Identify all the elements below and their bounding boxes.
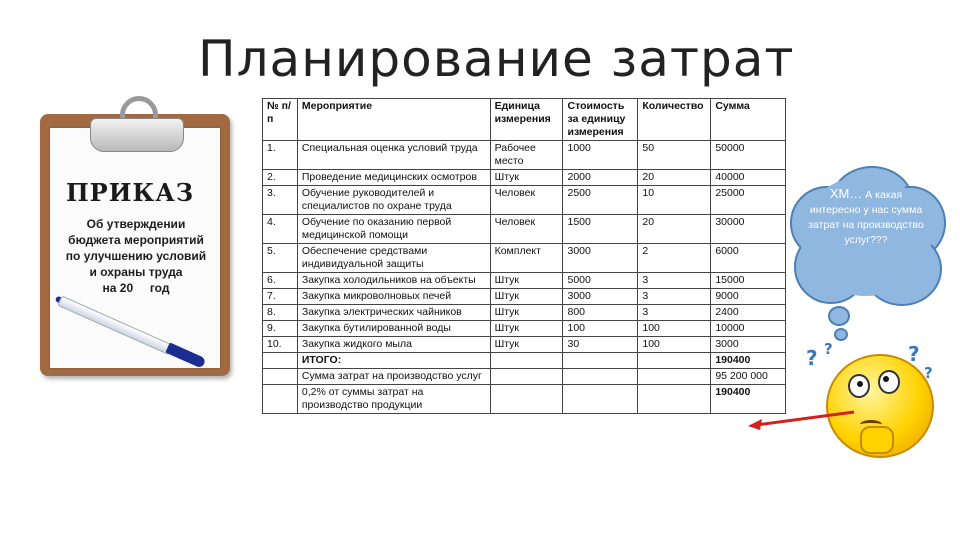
cell: 8. bbox=[263, 305, 298, 321]
order-line: Об утверждении bbox=[86, 217, 186, 231]
table-row bbox=[263, 273, 786, 289]
cell: Обучение руководителей и специалистов по охране труда bbox=[297, 186, 490, 215]
red-arrow-icon bbox=[746, 410, 856, 430]
cell: Закупка бутилированной воды bbox=[297, 321, 490, 337]
cell: 25000 bbox=[711, 186, 786, 215]
cell: 50000 bbox=[711, 141, 786, 170]
costs-value: 95 200 000 bbox=[711, 369, 786, 385]
cell: Специальная оценка условий труда bbox=[297, 141, 490, 170]
cell bbox=[263, 369, 298, 385]
cell bbox=[263, 353, 298, 369]
cell bbox=[638, 385, 711, 414]
cell: 5. bbox=[263, 244, 298, 273]
bubble-question: А какая интересно у нас сумма затрат на производство услуг??? bbox=[808, 189, 924, 246]
cell bbox=[638, 369, 711, 385]
cell: 1000 bbox=[563, 141, 638, 170]
table-row bbox=[263, 321, 786, 337]
order-heading: ПРИКАЗ bbox=[66, 178, 195, 207]
table-row bbox=[263, 305, 786, 321]
cell: 20 bbox=[638, 170, 711, 186]
cell: 2000 bbox=[563, 170, 638, 186]
cell bbox=[638, 353, 711, 369]
question-mark-icon: ? bbox=[806, 346, 818, 370]
order-line: бюджета мероприятий bbox=[68, 233, 204, 247]
cell: 4. bbox=[263, 215, 298, 244]
cell: 3 bbox=[638, 305, 711, 321]
cell: 3000 bbox=[711, 337, 786, 353]
cell: 30000 bbox=[711, 215, 786, 244]
clip-clamp-icon bbox=[90, 118, 184, 152]
cell: Обеспечение средствами индивидуальной защиты bbox=[297, 244, 490, 273]
cell: 9. bbox=[263, 321, 298, 337]
total-row bbox=[263, 353, 786, 369]
cell bbox=[563, 369, 638, 385]
cell: 100 bbox=[563, 321, 638, 337]
cell: Комплект bbox=[490, 244, 563, 273]
budget-table bbox=[262, 98, 786, 414]
cell: 800 bbox=[563, 305, 638, 321]
cell bbox=[490, 353, 563, 369]
percent-value: 190400 bbox=[711, 385, 786, 414]
table-row bbox=[263, 337, 786, 353]
table-row bbox=[263, 170, 786, 186]
cell: 2500 bbox=[563, 186, 638, 215]
table-row bbox=[263, 215, 786, 244]
cell: 100 bbox=[638, 321, 711, 337]
order-line: и охраны труда bbox=[89, 265, 183, 279]
cell: 2. bbox=[263, 170, 298, 186]
bubble-text bbox=[806, 186, 926, 248]
cell: Обучение по оказанию первой медицинской помощи bbox=[297, 215, 490, 244]
cell: 9000 bbox=[711, 289, 786, 305]
cell: 3 bbox=[638, 273, 711, 289]
cell: 10. bbox=[263, 337, 298, 353]
header-unit-cost: Стоимость за единицу измерения bbox=[563, 99, 638, 141]
order-text bbox=[56, 216, 216, 296]
cell: 50 bbox=[638, 141, 711, 170]
cell: Штук bbox=[490, 170, 563, 186]
cell: Проведение медицинских осмотров bbox=[297, 170, 490, 186]
cell: 2400 bbox=[711, 305, 786, 321]
cell bbox=[490, 369, 563, 385]
header-number: № п/п bbox=[263, 99, 298, 141]
cell: 15000 bbox=[711, 273, 786, 289]
header-activity: Мероприятие bbox=[297, 99, 490, 141]
total-label: ИТОГО: bbox=[297, 353, 490, 369]
cell: Штук bbox=[490, 289, 563, 305]
header-sum: Сумма bbox=[711, 99, 786, 141]
table-row bbox=[263, 141, 786, 170]
cell: 10000 bbox=[711, 321, 786, 337]
percent-label: 0,2% от суммы затрат на производство продукции bbox=[297, 385, 490, 414]
cell: Человек bbox=[490, 186, 563, 215]
percent-row bbox=[263, 385, 786, 414]
slide-title: Планирование затрат bbox=[198, 30, 795, 88]
cell: Человек bbox=[490, 215, 563, 244]
cell: Закупка электрических чайников bbox=[297, 305, 490, 321]
cell: Штук bbox=[490, 321, 563, 337]
cell: 10 bbox=[638, 186, 711, 215]
cell: 1500 bbox=[563, 215, 638, 244]
bubble-dot-icon bbox=[834, 328, 848, 341]
header-unit: Единица измерения bbox=[490, 99, 563, 141]
cell: 100 bbox=[638, 337, 711, 353]
cell: Закупка холодильников на объекты bbox=[297, 273, 490, 289]
question-mark-icon: ? bbox=[908, 342, 920, 366]
question-mark-icon: ? bbox=[924, 364, 933, 382]
thought-bubble bbox=[790, 166, 942, 306]
cell: 2 bbox=[638, 244, 711, 273]
cell: 6000 bbox=[711, 244, 786, 273]
cell: 3. bbox=[263, 186, 298, 215]
cell: Штук bbox=[490, 305, 563, 321]
cell: Штук bbox=[490, 337, 563, 353]
thinking-smiley-icon bbox=[820, 350, 940, 460]
cell bbox=[563, 353, 638, 369]
cell: 3000 bbox=[563, 244, 638, 273]
cell: 20 bbox=[638, 215, 711, 244]
cell: 5000 bbox=[563, 273, 638, 289]
cell: 40000 bbox=[711, 170, 786, 186]
cell: Рабочее место bbox=[490, 141, 563, 170]
cell: 1. bbox=[263, 141, 298, 170]
cell: 7. bbox=[263, 289, 298, 305]
bubble-exclamation: ХМ… bbox=[829, 186, 863, 201]
cell bbox=[563, 385, 638, 414]
cell: Закупка микроволновых печей bbox=[297, 289, 490, 305]
cell: 3 bbox=[638, 289, 711, 305]
cell: Штук bbox=[490, 273, 563, 289]
header-quantity: Количество bbox=[638, 99, 711, 141]
table-row bbox=[263, 244, 786, 273]
clipboard-illustration bbox=[28, 96, 232, 382]
cell bbox=[263, 385, 298, 414]
cell: 30 bbox=[563, 337, 638, 353]
total-value: 190400 bbox=[711, 353, 786, 369]
cell: 6. bbox=[263, 273, 298, 289]
cell: Закупка жидкого мыла bbox=[297, 337, 490, 353]
order-line: по улучшению условий bbox=[65, 249, 207, 263]
table-row bbox=[263, 289, 786, 305]
order-line: на 20 год bbox=[102, 281, 170, 295]
bubble-dot-icon bbox=[828, 306, 850, 326]
costs-label: Сумма затрат на производство услуг bbox=[297, 369, 490, 385]
cell bbox=[490, 385, 563, 414]
question-mark-icon: ? bbox=[824, 340, 833, 358]
table-header-row bbox=[263, 99, 786, 141]
table-row bbox=[263, 186, 786, 215]
costs-row bbox=[263, 369, 786, 385]
cell: 3000 bbox=[563, 289, 638, 305]
